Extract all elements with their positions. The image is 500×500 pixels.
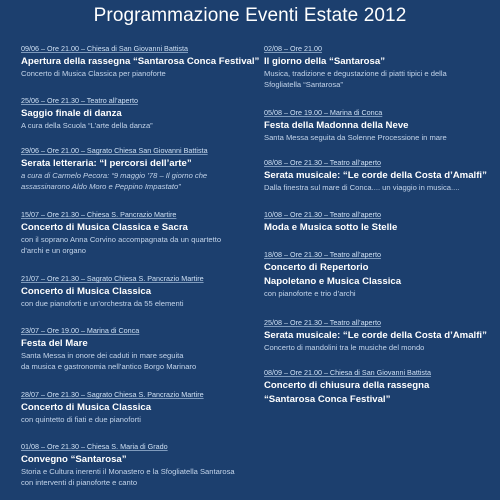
event-item	[264, 250, 490, 300]
event-item	[21, 326, 259, 372]
event-description-line: Sfogliatella “Santarosa”	[264, 79, 343, 89]
event-name: Serata musicale: “Le corde della Costa d’Amalfi”	[264, 330, 487, 341]
event-description	[21, 121, 259, 132]
event-name-line2: Napoletano e Musica Classica	[264, 276, 402, 287]
event-description-line: a cura di Carmelo Pecora: “9 maggio ’78 – Il giorno che	[21, 171, 208, 180]
event-name: Festa del Mare	[21, 338, 88, 349]
event-description-line: da musica e gastronomia nell’antico Borgo Marinaro	[21, 361, 197, 371]
event-name: Concerto di Musica Classica e Sacra	[21, 222, 188, 233]
event-date: 15/07 – Ore 21.30 – Chiesa S. Pancrazio Martire	[21, 210, 177, 219]
event-item	[264, 368, 490, 406]
event-item	[21, 146, 259, 192]
event-item	[21, 96, 259, 132]
event-description-line: Storia e Cultura inerenti il Monastero e la Sfogliatella Santarosa	[21, 467, 235, 476]
event-description	[21, 351, 259, 372]
event-name: Il giorno della “Santarosa”	[264, 56, 386, 67]
event-item	[264, 108, 490, 144]
event-name: Concerto di chiusura della rassegna	[264, 380, 430, 391]
event-date: 23/07 – Ore 19.00 – Marina di Conca	[21, 326, 140, 335]
event-date: 01/08 – Ore 21.30 – Chiesa S. Maria di Grado	[21, 442, 168, 451]
event-item	[21, 44, 259, 80]
event-date: 25/06 – Ore 21.30 – Teatro all’aperto	[21, 96, 138, 105]
event-description-line: Dalla finestra sul mare di Conca.... un viaggio in musica....	[264, 183, 460, 192]
event-description-line: con pianoforte e trio d’archi	[264, 289, 356, 298]
event-description-line: Santa Messa in onore dei caduti in mare seguita	[21, 351, 184, 360]
event-name: Moda e Musica sotto le Stelle	[264, 222, 398, 233]
page-title: Programmazione Eventi Estate 2012	[93, 5, 407, 26]
event-description	[264, 289, 490, 300]
event-description	[264, 69, 490, 90]
event-description	[264, 343, 490, 354]
event-item	[21, 390, 259, 426]
event-item	[21, 442, 259, 488]
event-name: Concerto di Musica Classica	[21, 286, 152, 297]
event-date: 10/08 – Ore 21.30 – Teatro all’aperto	[264, 210, 381, 219]
event-description	[264, 183, 490, 194]
event-item	[264, 44, 490, 90]
event-description-line: con il soprano Anna Corvino accompagnata da un quartetto	[21, 235, 222, 244]
event-description-line: assassinarono Aldo Moro e Peppino Impastato”	[21, 181, 181, 191]
event-item	[264, 318, 490, 354]
event-description	[21, 235, 259, 256]
event-item	[21, 274, 259, 310]
event-name: Saggio finale di danza	[21, 108, 122, 119]
event-name: Concerto di Repertorio	[264, 262, 369, 273]
event-name: Convegno “Santarosa”	[21, 454, 127, 465]
event-description-line: con quintetto di fiati e due pianoforti	[21, 415, 141, 424]
event-description	[21, 299, 259, 310]
event-description-line: Concerto di Musica Classica per pianoforte	[21, 69, 166, 78]
event-date: 02/08 – Ore 21.00	[264, 44, 322, 53]
event-date: 09/06 – Ore 21.00 – Chiesa di San Giovanni Battista	[21, 44, 189, 53]
event-date: 21/07 – Ore 21.30 – Sagrato Chiesa S. Pancrazio Martire	[21, 274, 204, 283]
event-description-line: Concerto di mandolini tra le musiche del mondo	[264, 343, 425, 352]
event-description	[264, 133, 490, 144]
event-description	[21, 171, 259, 192]
event-date: 28/07 – Ore 21.30 – Sagrato Chiesa S. Pancrazio Martire	[21, 390, 204, 399]
event-description	[21, 69, 259, 80]
event-name: Festa della Madonna della Neve	[264, 120, 409, 131]
event-description-line: Santa Messa seguita da Solenne Processione in mare	[264, 133, 447, 142]
event-description-line: Musica, tradizione e degustazione di piatti tipici e della	[264, 69, 447, 78]
event-date: 29/06 – Ore 21.00 – Sagrato Chiesa San Giovanni Battista	[21, 146, 208, 155]
event-item	[264, 158, 490, 194]
event-date: 08/09 – Ore 21.00 – Chiesa di San Giovanni Battista	[264, 368, 432, 377]
event-name: Apertura della rassegna “Santarosa Conca Festival”	[21, 56, 260, 67]
event-item	[21, 210, 259, 256]
event-description	[21, 415, 259, 426]
event-date: 05/08 – Ore 19.00 – Marina di Conca	[264, 108, 383, 117]
event-name-line2: “Santarosa Conca Festival”	[264, 394, 391, 405]
event-date: 18/08 – Ore 21.30 – Teatro all’aperto	[264, 250, 381, 259]
event-name: Concerto di Musica Classica	[21, 402, 152, 413]
event-name: Serata letteraria: “I percorsi dell’arte”	[21, 158, 192, 169]
event-description-line: d’archi e un organo	[21, 245, 87, 255]
event-name: Serata musicale: “Le corde della Costa d’Amalfi”	[264, 170, 487, 181]
event-description-line: con interventi di pianoforte e canto	[21, 477, 138, 487]
event-item	[264, 210, 490, 234]
event-description-line: A cura della Scuola “L’arte della danza”	[21, 121, 153, 130]
event-date: 08/08 – Ore 21.30 – Teatro all’aperto	[264, 158, 381, 167]
event-description-line: con due pianoforti e un’orchestra da 55 elementi	[21, 299, 184, 308]
event-date: 25/08 – Ore 21.30 – Teatro all’aperto	[264, 318, 381, 327]
event-description	[21, 467, 259, 488]
